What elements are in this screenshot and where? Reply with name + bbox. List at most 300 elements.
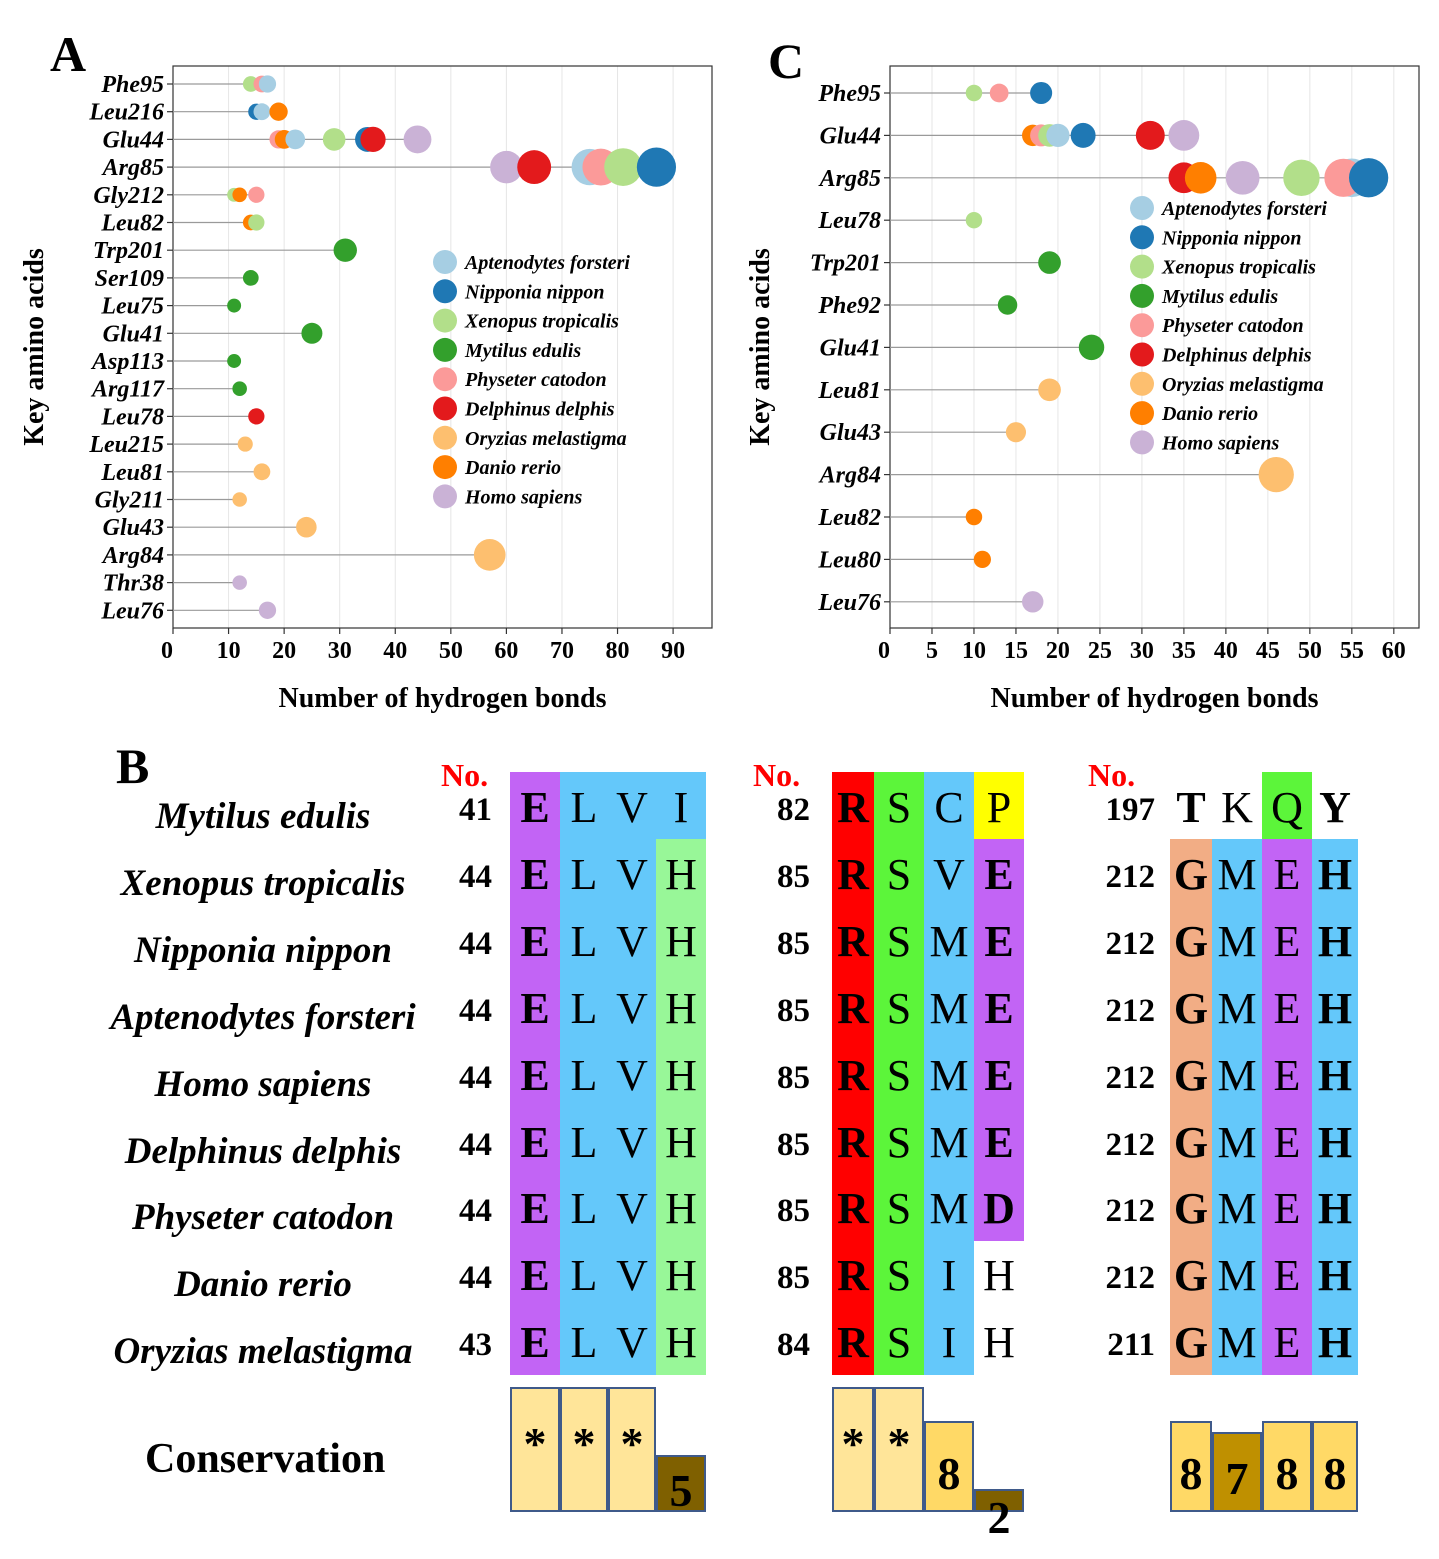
residue-letter: E [1273,1050,1301,1100]
y-tick-label: Arg84 [819,462,881,489]
residue-letter: V [933,849,965,899]
residue-letter: E [1273,1184,1301,1234]
y-tick-label: Leu82 [101,210,164,237]
residue-letter: E [520,1318,550,1368]
residue-letter: K [1221,783,1253,832]
residue-letter: E [1273,1251,1301,1301]
x-tick-label: 50 [1297,638,1322,664]
data-point [254,463,271,480]
x-tick-label: 10 [216,638,241,664]
data-point [296,517,317,538]
residue-letter: R [837,916,869,966]
y-tick-label: Ser109 [94,265,164,292]
conservation-bar [1262,1421,1312,1512]
residue-letter: C [934,783,964,832]
conservation-score: * [841,1418,865,1469]
legend-label: Danio rerio [465,457,562,480]
residue-letter: R [837,849,869,899]
data-point [1185,162,1217,194]
x-tick-label: 55 [1339,638,1364,664]
residue-letter: S [886,783,912,832]
legend-marker [1130,225,1154,249]
residue-letter: L [570,1184,598,1234]
residue-letter: M [929,983,969,1033]
data-point [990,84,1009,103]
x-tick-label: 45 [1255,638,1280,664]
residue-position: 212 [1105,1126,1155,1163]
panel-letter: B [116,738,150,794]
legend-marker [433,279,457,303]
legend-marker [433,455,457,479]
residue-letter: E [520,1117,550,1167]
y-axis-label: Key amino acids [745,248,776,446]
residue-letter: L [570,916,598,966]
residue-letter: E [1273,849,1301,899]
residue-letter: M [1217,1117,1257,1167]
residue-letter: I [941,1318,957,1368]
x-tick-label: 30 [327,638,352,664]
legend-label: Delphinus delphis [465,398,615,421]
residue-letter: R [837,1050,869,1100]
x-tick-label: 25 [1087,638,1112,664]
residue-letter: E [984,1117,1014,1167]
residue-letter: G [1173,849,1209,899]
residue-letter: V [616,1184,648,1234]
residue-position: 41 [459,792,492,828]
residue-position: 212 [1105,1059,1155,1096]
data-point [404,125,432,153]
residue-letter: G [1173,1251,1209,1301]
residue-letter: V [616,1050,648,1100]
residue-letter: L [570,1117,598,1167]
residue-letter: V [616,1251,648,1301]
data-point [285,130,305,150]
residue-letter: H [1317,983,1353,1033]
y-tick-label: Leu81 [818,377,881,404]
residue-letter: E [520,916,550,966]
residue-position: 44 [459,1059,492,1096]
data-point [259,75,276,92]
y-tick-label: Glu44 [819,123,881,150]
residue-position: 212 [1105,1193,1155,1230]
residue-letter: R [837,1318,869,1368]
panel-letter: A [50,26,87,82]
conservation-score: * [523,1418,547,1469]
residue-letter: E [984,916,1014,966]
residue-letter: Q [1271,783,1303,832]
legend-marker [433,426,457,450]
data-point [323,128,346,151]
legend-label: Aptenodytes forsteri [1162,198,1327,220]
x-axis-label: Number of hydrogen bonds [278,683,607,714]
residue-position: 212 [1105,858,1155,895]
species-label: Danio rerio [174,1264,352,1306]
residue-letter: H [1317,1251,1353,1301]
y-tick-label: Phe95 [101,72,164,98]
residue-letter: L [570,783,598,832]
residue-letter: R [837,1117,869,1167]
species-label: Delphinus delphis [124,1130,402,1172]
residue-letter: H [1317,1050,1353,1100]
residue-letter: S [886,1184,912,1234]
residue-letter: E [1273,983,1301,1033]
x-tick-label: 30 [1129,638,1154,664]
x-tick-label: 5 [925,638,938,664]
conservation-bar [924,1421,974,1512]
data-point [227,354,241,368]
y-tick-label: Asp113 [91,349,164,375]
residue-position: 43 [459,1327,492,1364]
residue-letter: M [929,1117,969,1167]
residue-position: 212 [1105,1260,1155,1297]
conservation-score: 5 [669,1464,693,1516]
x-tick-label: 70 [549,638,574,664]
x-tick-label: 50 [438,638,463,664]
residue-letter: L [570,1251,598,1301]
legend-label: Physeter catodon [465,369,607,392]
y-tick-label: Leu76 [818,589,881,616]
legend-label: Mytilus edulis [465,339,582,362]
alignment-panel-b [0,735,1439,1559]
residue-letter: V [616,849,648,899]
y-tick-label: Glu41 [102,321,164,348]
data-point [966,85,982,101]
data-point [232,381,247,396]
conservation-score: 8 [937,1447,961,1499]
residue-letter: Y [1319,783,1351,832]
y-tick-label: Leu215 [89,432,164,459]
data-point [360,127,385,152]
no-label: No. [1088,757,1136,793]
data-point [248,187,264,203]
residue-letter: S [886,1318,912,1368]
y-tick-label: Phe95 [818,81,881,107]
residue-letter: H [665,1117,697,1167]
residue-letter: E [1273,1318,1301,1368]
x-tick-label: 40 [1213,638,1238,664]
residue-letter: G [1173,983,1209,1033]
residue-letter: E [1273,916,1301,966]
residue-position: 44 [459,1126,492,1163]
y-tick-label: Trp201 [92,238,164,265]
data-point [1259,457,1294,492]
residue-letter: S [886,983,912,1033]
data-point [966,509,982,525]
residue-position: 44 [459,1193,492,1230]
residue-position: 197 [1105,792,1155,828]
chart-panel-c [720,0,1439,730]
residue-letter: M [1217,849,1257,899]
residue-position: 85 [777,1260,810,1297]
residue-position: 85 [777,858,810,895]
y-tick-label: Trp201 [809,250,881,277]
data-point [1038,251,1061,274]
x-tick-label: 40 [383,638,408,664]
residue-position: 85 [777,1193,810,1230]
residue-letter: R [837,1184,869,1234]
data-point [243,270,259,286]
y-tick-label: Leu78 [101,404,164,431]
data-point [1046,124,1069,147]
data-point [232,188,247,203]
y-tick-label: Glu43 [102,515,164,542]
residue-letter: E [520,1251,550,1301]
legend-label: Aptenodytes forsteri [465,252,630,274]
residue-letter: H [983,1318,1015,1368]
x-tick-label: 0 [161,638,173,664]
conservation-score: 8 [1323,1447,1347,1499]
residue-letter: M [1217,1184,1257,1234]
legend-marker [433,397,457,421]
conservation-label: Conservation [145,1436,386,1482]
data-point [1079,335,1104,360]
y-tick-label: Arg85 [819,165,881,192]
residue-position: 44 [459,1260,492,1297]
data-point [269,103,287,121]
residue-letter: M [1217,1318,1257,1368]
data-point [254,103,271,120]
residue-letter: I [941,1251,957,1301]
no-label: No. [753,757,801,793]
residue-letter: S [886,1117,912,1167]
x-axis-label: Number of hydrogen bonds [990,683,1319,714]
legend-marker [1130,372,1154,396]
x-tick-label: 35 [1171,638,1196,664]
species-label: Homo sapiens [154,1063,372,1105]
legend-label: Physeter catodon [1162,315,1304,338]
residue-letter: E [984,1050,1014,1100]
residue-letter: M [1217,1251,1257,1301]
legend-marker [433,250,457,274]
residue-letter: M [929,916,969,966]
residue-position: 84 [777,1327,810,1364]
legend-label: Nipponia nippon [1162,227,1302,250]
residue-letter: E [520,983,550,1033]
legend-marker [433,484,457,508]
residue-letter: H [665,983,697,1033]
data-point [259,602,276,619]
x-tick-label: 20 [1045,638,1070,664]
residue-position: 212 [1105,992,1155,1029]
residue-letter: E [984,849,1014,899]
data-point [301,323,322,344]
conservation-bar [510,1387,560,1512]
legend-label: Delphinus delphis [1162,344,1312,367]
residue-letter: G [1173,1117,1209,1167]
panel-letter: C [768,33,805,89]
y-tick-label: Gly211 [94,487,164,514]
residue-letter: M [1217,1050,1257,1100]
residue-letter: V [616,783,648,832]
residue-position: 44 [459,925,492,962]
conservation-bar [832,1387,874,1512]
data-point [637,148,676,187]
x-tick-label: 20 [272,638,297,664]
x-tick-label: 60 [494,638,519,664]
residue-letter: V [616,1117,648,1167]
legend-label: Nipponia nippon [465,281,605,304]
x-tick-label: 90 [661,638,686,664]
residue-letter: M [929,1050,969,1100]
legend-marker [1130,430,1154,454]
residue-letter: M [1217,916,1257,966]
legend-label: Oryzias melastigma [1162,373,1324,396]
data-point [517,150,551,184]
residue-letter: H [665,1318,697,1368]
data-point [248,214,264,230]
residue-position: 85 [777,1059,810,1096]
data-point [604,148,642,186]
conservation-bar [608,1387,656,1512]
legend-marker [1130,343,1154,367]
data-point [1349,158,1388,197]
conservation-score: 2 [987,1492,1011,1544]
data-point [1030,82,1052,104]
y-tick-label: Leu216 [89,99,164,126]
residue-position: 211 [1107,1327,1155,1364]
residue-letter: H [983,1251,1015,1301]
legend-marker [433,309,457,333]
species-label: Physeter catodon [131,1197,395,1239]
residue-letter: E [520,849,550,899]
residue-letter: L [570,983,598,1033]
residue-letter: E [1273,1117,1301,1167]
residue-letter: L [570,1318,598,1368]
legend-marker [1130,401,1154,425]
residue-letter: E [520,783,550,832]
conservation-bar [1170,1421,1212,1512]
y-tick-label: Arg84 [102,542,164,569]
residue-letter: G [1173,1050,1209,1100]
data-point [227,299,241,313]
data-point [238,437,253,452]
residue-letter: R [837,983,869,1033]
residue-letter: H [1317,1117,1353,1167]
residue-letter: H [1317,849,1353,899]
data-point [1038,378,1061,401]
y-tick-label: Phe92 [818,293,881,319]
x-tick-label: 10 [961,638,986,664]
y-tick-label: Leu81 [101,459,164,486]
residue-letter: H [665,916,697,966]
residue-letter: S [886,916,912,966]
data-point [1169,120,1200,151]
y-tick-label: Glu41 [819,335,881,362]
residue-letter: G [1173,916,1209,966]
data-point [1022,591,1043,612]
residue-letter: S [886,1251,912,1301]
residue-letter: P [986,783,1012,832]
x-tick-label: 0 [878,638,890,664]
residue-letter: H [665,1050,697,1100]
conservation-bar [1212,1432,1262,1512]
residue-letter: D [983,1184,1015,1234]
residue-position: 85 [777,925,810,962]
residue-letter: H [665,1184,697,1234]
data-point [1006,422,1026,442]
legend-marker [1130,255,1154,279]
legend-label: Homo sapiens [1162,432,1280,455]
conservation-bar [656,1455,706,1516]
residue-letter: G [1173,1318,1209,1368]
y-tick-label: Arg117 [91,376,164,403]
y-tick-label: Arg85 [102,155,164,182]
y-tick-label: Leu78 [818,208,881,235]
legend-label: Oryzias melastigma [465,427,627,450]
legend-label: Xenopus tropicalis [1162,256,1316,279]
legend-marker [1130,196,1154,220]
residue-letter: L [570,1050,598,1100]
conservation-bar [1312,1421,1358,1512]
legend-marker [1130,284,1154,308]
residue-letter: E [520,1050,550,1100]
residue-letter: H [665,849,697,899]
conservation-score: 8 [1179,1447,1203,1499]
species-label: Mytilus edulis [155,796,371,837]
residue-position: 212 [1105,925,1155,962]
conservation-bar [560,1387,608,1512]
chart-panel-a [0,0,720,730]
data-point [474,539,506,571]
residue-letter: E [984,983,1014,1033]
legend-label: Mytilus edulis [1162,285,1279,308]
residue-letter: S [886,1050,912,1100]
conservation-score: * [887,1418,911,1469]
residue-letter: V [616,916,648,966]
species-label: Oryzias melastigma [113,1331,413,1373]
conservation-score: * [572,1418,596,1469]
legend-label: Homo sapiens [465,486,583,509]
y-axis-label: Key amino acids [19,248,50,446]
no-label: No. [441,757,489,793]
data-point [232,492,247,507]
species-label: Nipponia nippon [133,929,393,971]
residue-letter: H [1317,916,1353,966]
conservation-score: 7 [1225,1453,1249,1505]
data-point [966,212,982,228]
y-tick-label: Glu44 [102,127,164,154]
conservation-score: * [620,1418,644,1469]
residue-position: 82 [777,792,810,828]
data-point [998,295,1017,314]
conservation-bar [974,1489,1024,1544]
data-point [1226,161,1260,195]
x-tick-label: 15 [1003,638,1028,664]
y-tick-label: Glu43 [819,420,881,447]
residue-letter: S [886,849,912,899]
residue-letter: G [1173,1184,1209,1234]
legend-marker [433,367,457,391]
residue-letter: H [1317,1318,1353,1368]
residue-letter: H [1317,1184,1353,1234]
data-point [974,551,991,568]
data-point [1283,160,1319,196]
species-label: Xenopus tropicalis [120,862,406,904]
residue-position: 44 [459,992,492,1029]
data-point [232,575,247,590]
y-tick-label: Leu76 [101,598,164,625]
y-tick-label: Leu80 [818,547,881,574]
residue-position: 85 [777,992,810,1029]
residue-letter: M [1217,983,1257,1033]
y-tick-label: Leu75 [101,293,164,320]
residue-position: 44 [459,858,492,895]
residue-letter: L [570,849,598,899]
residue-letter: R [837,1251,869,1301]
y-tick-label: Leu82 [818,505,881,531]
data-point [1071,123,1096,148]
y-tick-label: Gly212 [93,182,164,209]
